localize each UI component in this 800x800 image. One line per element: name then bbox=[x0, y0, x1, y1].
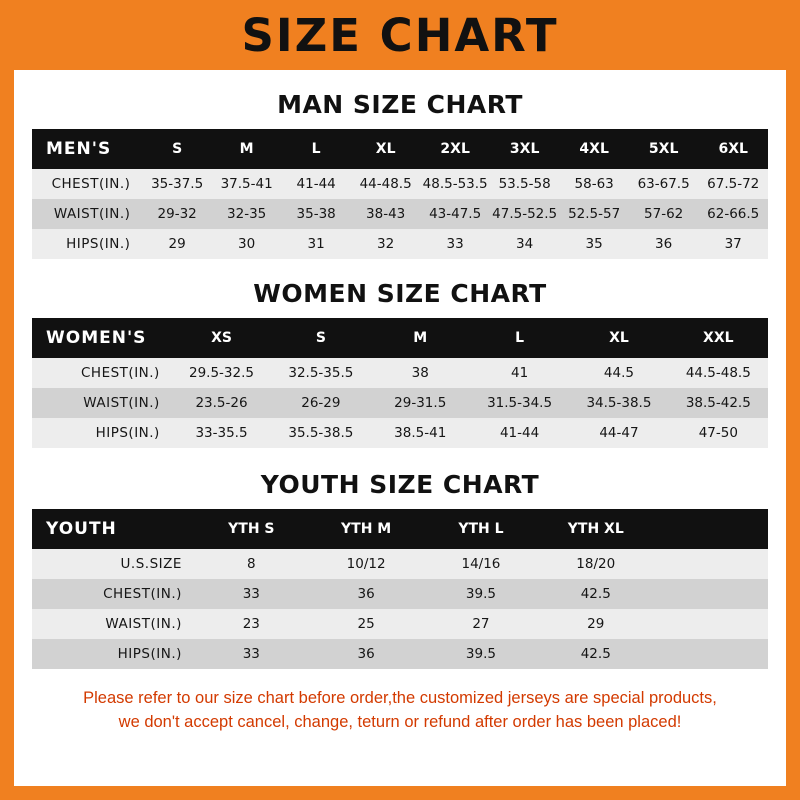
table-row bbox=[32, 639, 768, 669]
table-cell: 44.5 bbox=[569, 358, 668, 388]
table-cell: 43-47.5 bbox=[420, 199, 490, 229]
table-cell: 44-48.5 bbox=[351, 169, 421, 199]
table-cell: 47-50 bbox=[669, 418, 768, 448]
table-header-cell: L bbox=[470, 318, 569, 358]
table-cell: 33 bbox=[194, 639, 309, 669]
table-cell bbox=[653, 609, 768, 639]
table-cell: 35.5-38.5 bbox=[271, 418, 370, 448]
table-cell: 33-35.5 bbox=[172, 418, 271, 448]
youth-section-title: YOUTH SIZE CHART bbox=[260, 470, 540, 499]
table-cell: 27 bbox=[424, 609, 539, 639]
table-cell: 47.5-52.5 bbox=[490, 199, 560, 229]
table-cell: 39.5 bbox=[424, 579, 539, 609]
table-row bbox=[32, 169, 768, 199]
table-cell: 42.5 bbox=[538, 639, 653, 669]
table-cell bbox=[653, 549, 768, 579]
table-cell: 33 bbox=[194, 579, 309, 609]
table-cell: 32-35 bbox=[212, 199, 282, 229]
table-cell: 35-38 bbox=[281, 199, 351, 229]
table-header-cell: M bbox=[212, 129, 282, 169]
table-cell: 38.5-41 bbox=[371, 418, 470, 448]
table-cell: 8 bbox=[194, 549, 309, 579]
table-header-cell: S bbox=[271, 318, 370, 358]
table-row bbox=[32, 609, 768, 639]
table-row bbox=[32, 199, 768, 229]
man-size-table bbox=[32, 129, 768, 259]
row-label: WAIST(IN.) bbox=[32, 388, 172, 418]
footer-note bbox=[32, 687, 768, 735]
women-size-table bbox=[32, 318, 768, 448]
page-title: SIZE CHART bbox=[241, 8, 559, 62]
table-cell: 29 bbox=[142, 229, 212, 259]
table-header-cell: YTH S bbox=[194, 509, 309, 549]
table-cell: 44-47 bbox=[569, 418, 668, 448]
row-label: WAIST(IN.) bbox=[32, 609, 194, 639]
table-cell: 35 bbox=[559, 229, 629, 259]
table-cell: 37.5-41 bbox=[212, 169, 282, 199]
table-cell: 29-31.5 bbox=[371, 388, 470, 418]
table-cell: 63-67.5 bbox=[629, 169, 699, 199]
table-header-cell: MEN'S bbox=[32, 129, 142, 169]
table-cell: 30 bbox=[212, 229, 282, 259]
table-row bbox=[32, 358, 768, 388]
row-label: CHEST(IN.) bbox=[32, 579, 194, 609]
table-header-cell: XL bbox=[569, 318, 668, 358]
table-cell: 67.5-72 bbox=[698, 169, 768, 199]
table-cell: 34 bbox=[490, 229, 560, 259]
table-cell: 48.5-53.5 bbox=[420, 169, 490, 199]
table-cell: 35-37.5 bbox=[142, 169, 212, 199]
table-row bbox=[32, 549, 768, 579]
table-cell: 41-44 bbox=[470, 418, 569, 448]
table-cell: 41-44 bbox=[281, 169, 351, 199]
table-cell: 38 bbox=[371, 358, 470, 388]
header-banner bbox=[0, 0, 800, 70]
row-label: HIPS(IN.) bbox=[32, 639, 194, 669]
row-label: HIPS(IN.) bbox=[32, 418, 172, 448]
table-cell: 29-32 bbox=[142, 199, 212, 229]
table-header-cell: YTH M bbox=[309, 509, 424, 549]
table-header-row bbox=[32, 129, 768, 169]
table-cell: 34.5-38.5 bbox=[569, 388, 668, 418]
footer-note-line-2: we don't accept cancel, change, teturn or refund after order has been placed! bbox=[118, 712, 682, 731]
table-cell: 38.5-42.5 bbox=[669, 388, 768, 418]
table-cell: 10/12 bbox=[309, 549, 424, 579]
table-cell bbox=[653, 639, 768, 669]
table-cell: 52.5-57 bbox=[559, 199, 629, 229]
row-label: U.S.SIZE bbox=[32, 549, 194, 579]
table-header-cell: WOMEN'S bbox=[32, 318, 172, 358]
table-header-cell: XXL bbox=[669, 318, 768, 358]
table-cell: 41 bbox=[470, 358, 569, 388]
table-row bbox=[32, 418, 768, 448]
table-header-cell bbox=[653, 509, 768, 549]
row-label: CHEST(IN.) bbox=[32, 169, 142, 199]
table-header-cell: 2XL bbox=[420, 129, 490, 169]
women-section-title: WOMEN SIZE CHART bbox=[253, 279, 547, 308]
table-cell: 36 bbox=[309, 579, 424, 609]
table-cell: 37 bbox=[698, 229, 768, 259]
table-header-cell: 4XL bbox=[559, 129, 629, 169]
table-cell: 42.5 bbox=[538, 579, 653, 609]
row-label: CHEST(IN.) bbox=[32, 358, 172, 388]
table-cell: 26-29 bbox=[271, 388, 370, 418]
table-header-cell: XL bbox=[351, 129, 421, 169]
table-cell: 32.5-35.5 bbox=[271, 358, 370, 388]
youth-size-table bbox=[32, 509, 768, 669]
table-row bbox=[32, 229, 768, 259]
table-cell: 23 bbox=[194, 609, 309, 639]
table-cell: 23.5-26 bbox=[172, 388, 271, 418]
table-cell: 38-43 bbox=[351, 199, 421, 229]
table-row bbox=[32, 388, 768, 418]
table-cell: 29 bbox=[538, 609, 653, 639]
table-cell: 14/16 bbox=[424, 549, 539, 579]
table-cell: 39.5 bbox=[424, 639, 539, 669]
table-header-cell: L bbox=[281, 129, 351, 169]
table-cell: 32 bbox=[351, 229, 421, 259]
table-cell: 57-62 bbox=[629, 199, 699, 229]
table-header-cell: 6XL bbox=[698, 129, 768, 169]
man-section-title: MAN SIZE CHART bbox=[277, 90, 523, 119]
table-header-cell: XS bbox=[172, 318, 271, 358]
table-header-cell: YOUTH bbox=[32, 509, 194, 549]
table-cell: 29.5-32.5 bbox=[172, 358, 271, 388]
table-header-cell: S bbox=[142, 129, 212, 169]
footer-note-line-1: Please refer to our size chart before order,the customized jerseys are special products, bbox=[83, 689, 717, 707]
table-header-cell: 5XL bbox=[629, 129, 699, 169]
table-cell: 53.5-58 bbox=[490, 169, 560, 199]
table-cell: 31.5-34.5 bbox=[470, 388, 569, 418]
table-header-cell: YTH L bbox=[424, 509, 539, 549]
table-header-cell: M bbox=[371, 318, 470, 358]
table-header-cell: 3XL bbox=[490, 129, 560, 169]
table-cell: 62-66.5 bbox=[698, 199, 768, 229]
table-cell: 36 bbox=[629, 229, 699, 259]
row-label: WAIST(IN.) bbox=[32, 199, 142, 229]
table-cell: 36 bbox=[309, 639, 424, 669]
table-cell: 44.5-48.5 bbox=[669, 358, 768, 388]
table-cell: 31 bbox=[281, 229, 351, 259]
table-cell bbox=[653, 579, 768, 609]
table-header-row bbox=[32, 509, 768, 549]
content-area bbox=[14, 90, 786, 735]
table-header-cell: YTH XL bbox=[538, 509, 653, 549]
table-cell: 58-63 bbox=[559, 169, 629, 199]
row-label: HIPS(IN.) bbox=[32, 229, 142, 259]
table-header-row bbox=[32, 318, 768, 358]
table-cell: 33 bbox=[420, 229, 490, 259]
table-row bbox=[32, 579, 768, 609]
table-cell: 25 bbox=[309, 609, 424, 639]
table-cell: 18/20 bbox=[538, 549, 653, 579]
